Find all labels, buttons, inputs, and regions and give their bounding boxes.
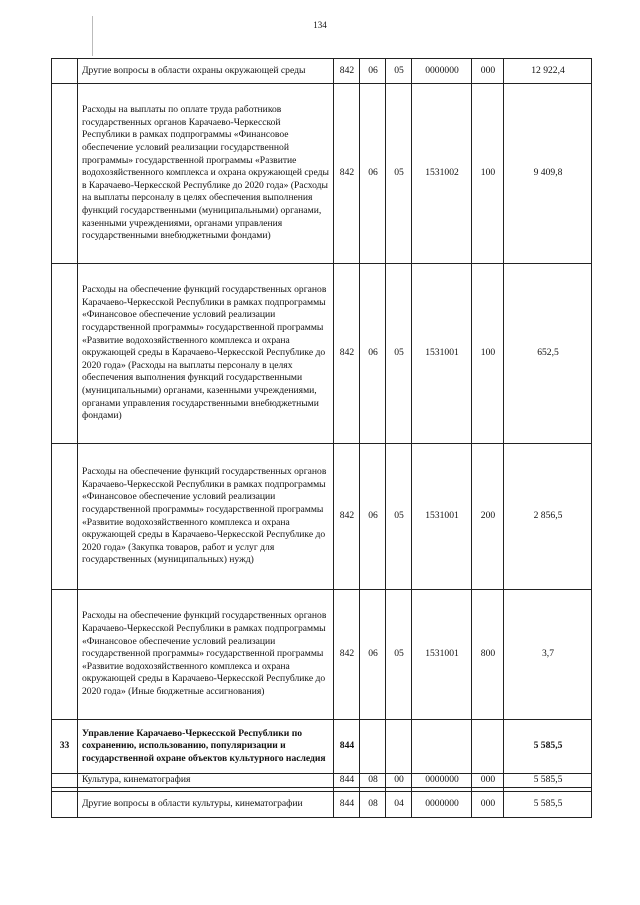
cell-admin-code: 842 [334, 84, 360, 264]
table-row [52, 791, 592, 817]
cell-no [52, 444, 78, 590]
cell-section: 08 [360, 774, 386, 788]
cell-subsection: 05 [386, 444, 412, 590]
cell-description: Управление Карачаево-Черкесской Республики по сохранению, использованию, популяризации и государственной охране объектов культурного наследия [78, 720, 334, 774]
cell-expense-type: 800 [472, 590, 504, 720]
cell-no: 33 [52, 720, 78, 774]
cell-sum: 5 585,5 [504, 720, 592, 774]
cell-target-article: 1531001 [412, 590, 472, 720]
cell-no [52, 590, 78, 720]
cell-no [52, 84, 78, 264]
cell-expense-type [472, 720, 504, 774]
cell-subsection: 05 [386, 590, 412, 720]
cell-target-article: 0000000 [412, 774, 472, 788]
cell-target-article: 1531002 [412, 84, 472, 264]
cell-target-article: 0000000 [412, 59, 472, 84]
cell-sum: 12 922,4 [504, 59, 592, 84]
cell-admin-code: 842 [334, 444, 360, 590]
cell-expense-type: 000 [472, 59, 504, 84]
cell-description: Расходы на обеспечение функций государственных органов Карачаево-Черкесской Республики в рамках подпрограммы «Финансовое обеспечение условий реализации государственной программы» государственной программы «Развитие водохозяйственного комплекса и охрана окружающей среды в Карачаево-Черкесской Республике до 2020 года» (Иные бюджетные ассигнования) [78, 590, 334, 720]
cell-sum: 5 585,5 [504, 791, 592, 817]
cell-subsection: 04 [386, 791, 412, 817]
table-row [52, 59, 592, 84]
cell-subsection: 05 [386, 264, 412, 444]
cell-description: Другие вопросы в области культуры, кинематографии [78, 791, 334, 817]
cell-expense-type: 100 [472, 84, 504, 264]
table-row [52, 264, 592, 444]
cell-subsection: 05 [386, 59, 412, 84]
cell-subsection: 00 [386, 774, 412, 788]
cell-description: Культура, кинематография [78, 774, 334, 788]
cell-section: 06 [360, 59, 386, 84]
cell-sum: 3,7 [504, 590, 592, 720]
table-row [52, 720, 592, 774]
cell-admin-code: 842 [334, 590, 360, 720]
table-row [52, 84, 592, 264]
cell-admin-code: 844 [334, 791, 360, 817]
cell-section: 06 [360, 590, 386, 720]
page-number: 134 [313, 20, 327, 30]
cell-admin-code: 844 [334, 720, 360, 774]
cell-description: Расходы на обеспечение функций государственных органов Карачаево-Черкесской Республики в рамках подпрограммы «Финансовое обеспечение условий реализации государственной программы» государственной программы «Развитие водохозяйственного комплекса и охрана окружающей среды в Карачаево-Черкесской Республике до 2020 года» (Закупка товаров, работ и услуг для государственных (муниципальных) нужд) [78, 444, 334, 590]
cell-subsection: 05 [386, 84, 412, 264]
cell-admin-code: 844 [334, 774, 360, 788]
budget-table [51, 58, 592, 818]
cell-section: 08 [360, 791, 386, 817]
cell-description: Расходы на выплаты по оплате труда работников государственных органов Карачаево-Черкесской Республики в рамках подпрограммы «Финансовое обеспечение условий реализации государственной программы» государственной программы «Развитие водохозяйственного комплекса и охрана окружающей среды в Карачаево-Черкесской Республике до 2020 года» (Расходы на выплаты персоналу в целях обеспечения выполнения функций государственными (муниципальными) органами, казенными учреждениями, органами управления государственными внебюджетными фондами) [78, 84, 334, 264]
cell-description: Другие вопросы в области охраны окружающей среды [78, 59, 334, 84]
table-row [52, 774, 592, 788]
table-row [52, 590, 592, 720]
cell-expense-type: 200 [472, 444, 504, 590]
cell-sum: 2 856,5 [504, 444, 592, 590]
margin-mark [92, 16, 93, 56]
cell-expense-type: 000 [472, 774, 504, 788]
table-row [52, 444, 592, 590]
cell-admin-code: 842 [334, 59, 360, 84]
cell-expense-type: 100 [472, 264, 504, 444]
cell-section [360, 720, 386, 774]
cell-no [52, 774, 78, 788]
cell-description: Расходы на обеспечение функций государственных органов Карачаево-Черкесской Республики в рамках подпрограммы «Финансовое обеспечение условий реализации государственной программы» государственной программы «Развитие водохозяйственного комплекса и охрана окружающей среды в Карачаево-Черкесской Республике до 2020 года» (Расходы на выплаты персоналу в целях обеспечения выполнения функций государственными (муниципальными) органами, казенными учреждениями, органами управления государственными внебюджетными фондами) [78, 264, 334, 444]
cell-section: 06 [360, 444, 386, 590]
cell-target-article: 0000000 [412, 791, 472, 817]
cell-no [52, 59, 78, 84]
cell-subsection [386, 720, 412, 774]
cell-target-article [412, 720, 472, 774]
cell-target-article: 1531001 [412, 264, 472, 444]
cell-section: 06 [360, 264, 386, 444]
cell-sum: 652,5 [504, 264, 592, 444]
cell-sum: 9 409,8 [504, 84, 592, 264]
cell-no [52, 264, 78, 444]
cell-no [52, 791, 78, 817]
cell-expense-type: 000 [472, 791, 504, 817]
cell-section: 06 [360, 84, 386, 264]
cell-target-article: 1531001 [412, 444, 472, 590]
cell-sum: 5 585,5 [504, 774, 592, 788]
cell-admin-code: 842 [334, 264, 360, 444]
